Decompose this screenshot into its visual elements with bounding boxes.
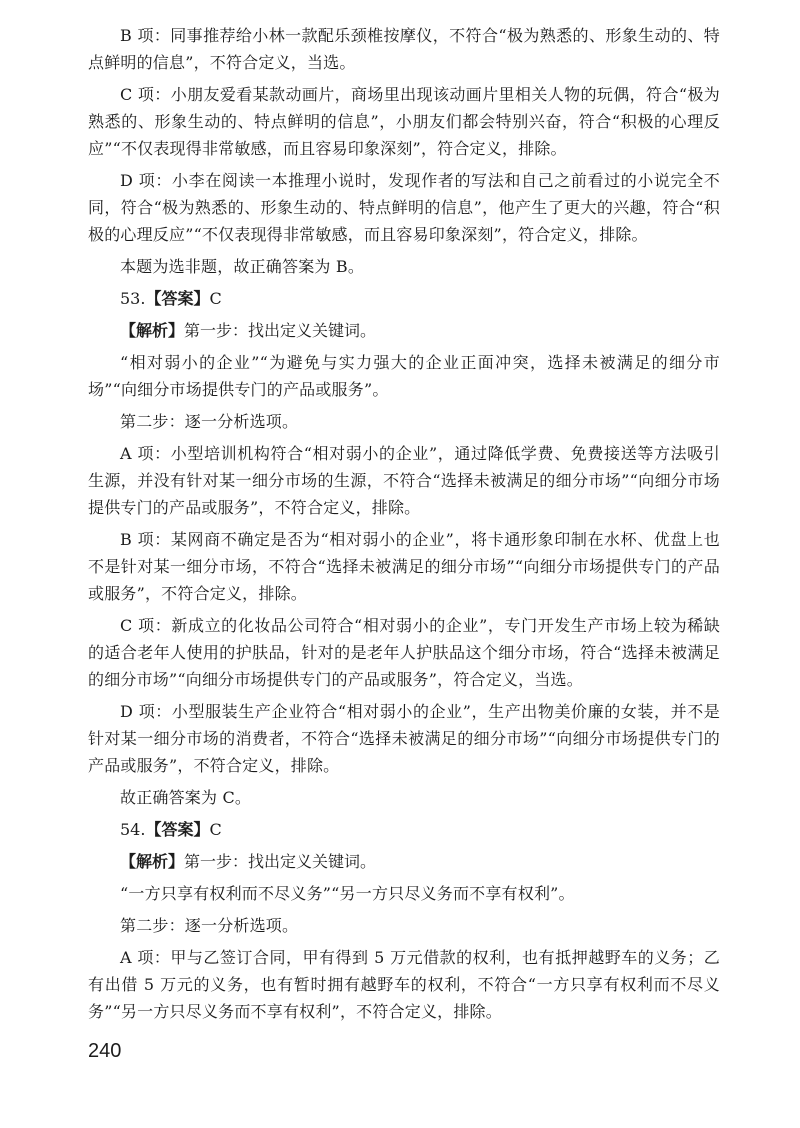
q54-number: 54. xyxy=(120,820,146,839)
paragraph: C 项：小朋友爱看某款动画片，商场里出现该动画片里相关人物的玩偶，符合“极为熟悉的、形象生动的、特点鲜明的信息”，小朋友们都会特别兴奋，符合“积极的心理反应”“不仅表现得非常敏感，而且容易印象深刻”，符合定义，排除。 xyxy=(88,85,720,158)
paragraph: 本题为选非题，故正确答案为 B。 xyxy=(120,257,365,276)
paragraph: 第二步：逐一分析选项。 xyxy=(120,412,299,431)
q53-number: 53. xyxy=(120,289,146,308)
page-number: 240 xyxy=(88,1040,122,1062)
paragraph: A 项：甲与乙签订合同，甲有得到 5 万元借款的权利，也有抵押越野车的义务；乙有出借 5 万元的义务，也有暂时拥有越野车的权利，不符合“一方只享有权利而不尽义务”“另一方只尽义务而不享有权利”，不符合定义，排除。 xyxy=(88,948,720,1021)
q53-answer: C xyxy=(209,289,222,308)
paragraph: 第二步：逐一分析选项。 xyxy=(120,916,299,935)
paragraph: “一方只享有权利而不尽义务”“另一方只尽义务而不享有权利”。 xyxy=(120,884,575,903)
q54-answer-line xyxy=(88,816,720,843)
paragraph: C 项：新成立的化妆品公司符合“相对弱小的企业”，专门开发生产市场上较为稀缺的适合老年人使用的护肤品，针对的是老年人护肤品这个细分市场，符合“选择未被满足的细分市场”“向细分市场提供专门的产品或服务”，符合定义，当选。 xyxy=(88,616,720,689)
paragraph: 故正确答案为 C。 xyxy=(120,788,252,807)
q54-answer: C xyxy=(209,820,222,839)
q54-step1: 第一步：找出定义关键词。 xyxy=(184,852,377,871)
q53-step1: 第一步：找出定义关键词。 xyxy=(184,321,377,340)
paragraph: A 项：小型培训机构符合“相对弱小的企业”，通过降低学费、免费接送等方法吸引生源，并没有针对某一细分市场的生源，不符合“选择未被满足的细分市场”“向细分市场提供专门的产品或服务”，不符合定义，排除。 xyxy=(88,444,720,517)
q54-analysis-label: 【解析】 xyxy=(120,852,185,871)
document-body xyxy=(88,22,720,1030)
paragraph: B 项：某网商不确定是否为“相对弱小的企业”，将卡通形象印制在水杯、优盘上也不是针对某一细分市场，不符合“选择未被满足的细分市场”“向细分市场提供专门的产品或服务”，不符合定义，排除。 xyxy=(88,530,720,603)
q53-analysis-label: 【解析】 xyxy=(120,321,185,340)
q53-analysis-line xyxy=(88,317,720,344)
q53-answer-label: 【答案】 xyxy=(145,289,210,308)
paragraph: D 项：小李在阅读一本推理小说时，发现作者的写法和自己之前看过的小说完全不同，符合“极为熟悉的、形象生动的、特点鲜明的信息”，他产生了更大的兴趣，符合“积极的心理反应”“不仅表现得非常敏感，而且容易印象深刻”，符合定义，排除。 xyxy=(88,171,720,244)
q53-answer-line xyxy=(88,285,720,312)
paragraph: “相对弱小的企业”“为避免与实力强大的企业正面冲突，选择未被满足的细分市场”“向细分市场提供专门的产品或服务”。 xyxy=(88,353,720,399)
q54-analysis-line xyxy=(88,848,720,875)
q54-answer-label: 【答案】 xyxy=(145,820,210,839)
paragraph: B 项：同事推荐给小林一款配乐颈椎按摩仪，不符合“极为熟悉的、形象生动的、特点鲜明的信息”，不符合定义，当选。 xyxy=(88,26,720,72)
paragraph: D 项：小型服装生产企业符合“相对弱小的企业”，生产出物美价廉的女装，并不是针对某一细分市场的消费者，不符合“选择未被满足的细分市场”“向细分市场提供专门的产品或服务”，不符合定义，排除。 xyxy=(88,702,720,775)
